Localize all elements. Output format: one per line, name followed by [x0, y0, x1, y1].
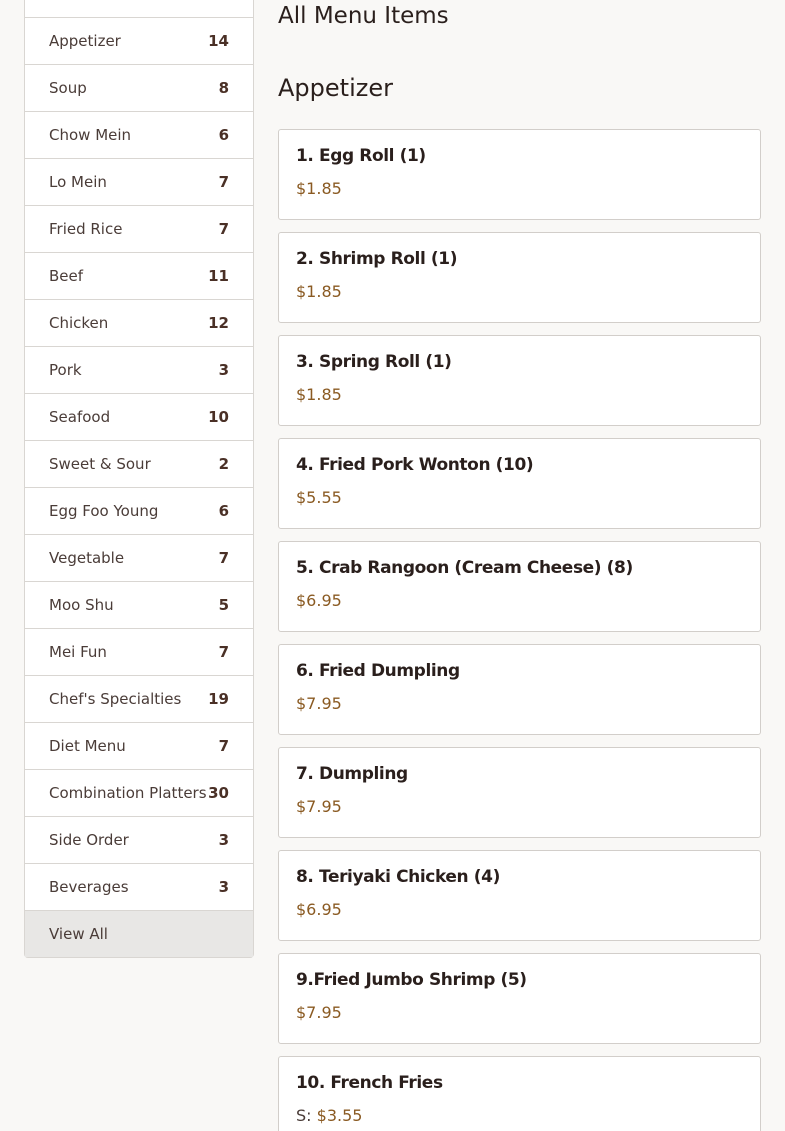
sidebar-item-egg-foo-young[interactable]: [25, 487, 253, 534]
menu-item-price: $1.85: [296, 385, 342, 404]
sidebar-item-label: Fried Rice: [49, 220, 123, 238]
sidebar-item-label: Pork: [49, 361, 82, 379]
menu-item-name: 8. Teriyaki Chicken (4): [296, 867, 500, 887]
sidebar-item-count: 11: [208, 267, 229, 285]
sidebar-item-label: Egg Foo Young: [49, 502, 159, 520]
sidebar-item-count: 6: [218, 126, 229, 144]
sidebar-item-fried-rice[interactable]: [25, 205, 253, 252]
sidebar-item-moo-shu[interactable]: [25, 581, 253, 628]
menu-item-card[interactable]: [278, 541, 761, 632]
sidebar-item-count: 7: [218, 220, 229, 238]
sidebar-item-label: Beef: [49, 267, 84, 285]
sidebar-item-beverages[interactable]: [25, 863, 253, 910]
menu-item-card[interactable]: [278, 850, 761, 941]
sidebar-category-top-partial[interactable]: [25, 0, 253, 17]
sidebar-item-count: 7: [218, 643, 229, 661]
sidebar-item-label: Mei Fun: [49, 643, 107, 661]
sidebar-item-label: Vegetable: [49, 549, 125, 567]
category-sidebar: [24, 0, 254, 958]
sidebar-item-chefs-specialties[interactable]: [25, 675, 253, 722]
menu-item-card[interactable]: [278, 335, 761, 426]
sidebar-item-seafood[interactable]: [25, 393, 253, 440]
menu-item-price: $7.95: [296, 1003, 342, 1022]
menu-item-name: 3. Spring Roll (1): [296, 352, 452, 372]
sidebar-item-count: 5: [218, 596, 229, 614]
menu-item-price: [296, 1106, 744, 1125]
sidebar-item-count: 10: [208, 408, 229, 426]
sidebar-item-count: 19: [208, 690, 229, 708]
section-title: Appetizer: [278, 74, 393, 102]
menu-item-card[interactable]: [278, 953, 761, 1044]
sidebar-item-count: 12: [208, 314, 229, 332]
menu-item-card[interactable]: [278, 438, 761, 529]
menu-item-size-label: S:: [296, 1106, 312, 1125]
menu-item-list: [278, 129, 761, 1131]
menu-item-name: 2. Shrimp Roll (1): [296, 249, 458, 269]
sidebar-item-chicken[interactable]: [25, 299, 253, 346]
menu-item-card[interactable]: [278, 129, 761, 220]
sidebar-item-pork[interactable]: [25, 346, 253, 393]
sidebar-item-soup[interactable]: [25, 64, 253, 111]
page-title: All Menu Items: [278, 3, 449, 29]
menu-item-name: 5. Crab Rangoon (Cream Cheese) (8): [296, 558, 633, 578]
sidebar-item-label: Chef's Specialties: [49, 690, 182, 708]
menu-item-price: $5.55: [296, 488, 342, 507]
sidebar-item-count: 7: [218, 173, 229, 191]
menu-item-size-price: $3.55: [316, 1106, 363, 1125]
sidebar-item-lo-mein[interactable]: [25, 158, 253, 205]
menu-item-card[interactable]: [278, 644, 761, 735]
sidebar-item-mei-fun[interactable]: [25, 628, 253, 675]
sidebar-item-label: Moo Shu: [49, 596, 114, 614]
sidebar-item-label: View All: [49, 925, 108, 943]
menu-item-price: $1.85: [296, 179, 342, 198]
sidebar-item-label: Lo Mein: [49, 173, 107, 191]
sidebar-item-label: Beverages: [49, 878, 129, 896]
sidebar-item-combination-platters[interactable]: [25, 769, 253, 816]
menu-item-card[interactable]: [278, 1056, 761, 1131]
sidebar-item-label: Chow Mein: [49, 126, 132, 144]
sidebar-item-count: 7: [218, 737, 229, 755]
menu-item-name: 6. Fried Dumpling: [296, 661, 460, 681]
sidebar-item-view-all[interactable]: [25, 910, 253, 957]
sidebar-item-appetizer[interactable]: [25, 17, 253, 64]
sidebar-item-chow-mein[interactable]: [25, 111, 253, 158]
menu-item-name: 4. Fried Pork Wonton (10): [296, 455, 534, 475]
sidebar-item-count: 14: [208, 32, 229, 50]
sidebar-item-label: Appetizer: [49, 32, 121, 50]
sidebar-item-count: 8: [218, 79, 229, 97]
sidebar-item-diet-menu[interactable]: [25, 722, 253, 769]
sidebar-item-label: Soup: [49, 79, 87, 97]
menu-item-price: $6.95: [296, 900, 342, 919]
sidebar-item-label: Side Order: [49, 831, 129, 849]
menu-item-price: $1.85: [296, 282, 342, 301]
sidebar-item-count: 30: [208, 784, 229, 802]
menu-item-name: 10. French Fries: [296, 1073, 443, 1093]
menu-item-price: $7.95: [296, 797, 342, 816]
sidebar-item-count: 2: [218, 455, 229, 473]
menu-item-card[interactable]: [278, 232, 761, 323]
sidebar-item-side-order[interactable]: [25, 816, 253, 863]
menu-item-price: $6.95: [296, 591, 342, 610]
menu-item-name: 1. Egg Roll (1): [296, 146, 426, 166]
menu-item-card[interactable]: [278, 747, 761, 838]
sidebar-item-label: Diet Menu: [49, 737, 126, 755]
menu-item-name: 7. Dumpling: [296, 764, 408, 784]
menu-item-price: $7.95: [296, 694, 342, 713]
sidebar-item-beef[interactable]: [25, 252, 253, 299]
sidebar-item-count: 6: [218, 502, 229, 520]
sidebar-item-label: Seafood: [49, 408, 111, 426]
sidebar-item-count: 3: [218, 831, 229, 849]
sidebar-item-count: 7: [218, 549, 229, 567]
sidebar-item-sweet-and-sour[interactable]: [25, 440, 253, 487]
sidebar-item-vegetable[interactable]: [25, 534, 253, 581]
sidebar-item-label: Sweet & Sour: [49, 455, 151, 473]
sidebar-item-count: 3: [218, 361, 229, 379]
menu-item-name: 9.Fried Jumbo Shrimp (5): [296, 970, 527, 990]
sidebar-item-label: Chicken: [49, 314, 109, 332]
sidebar-item-label: Combination Platters: [49, 784, 207, 802]
sidebar-item-count: 3: [218, 878, 229, 896]
